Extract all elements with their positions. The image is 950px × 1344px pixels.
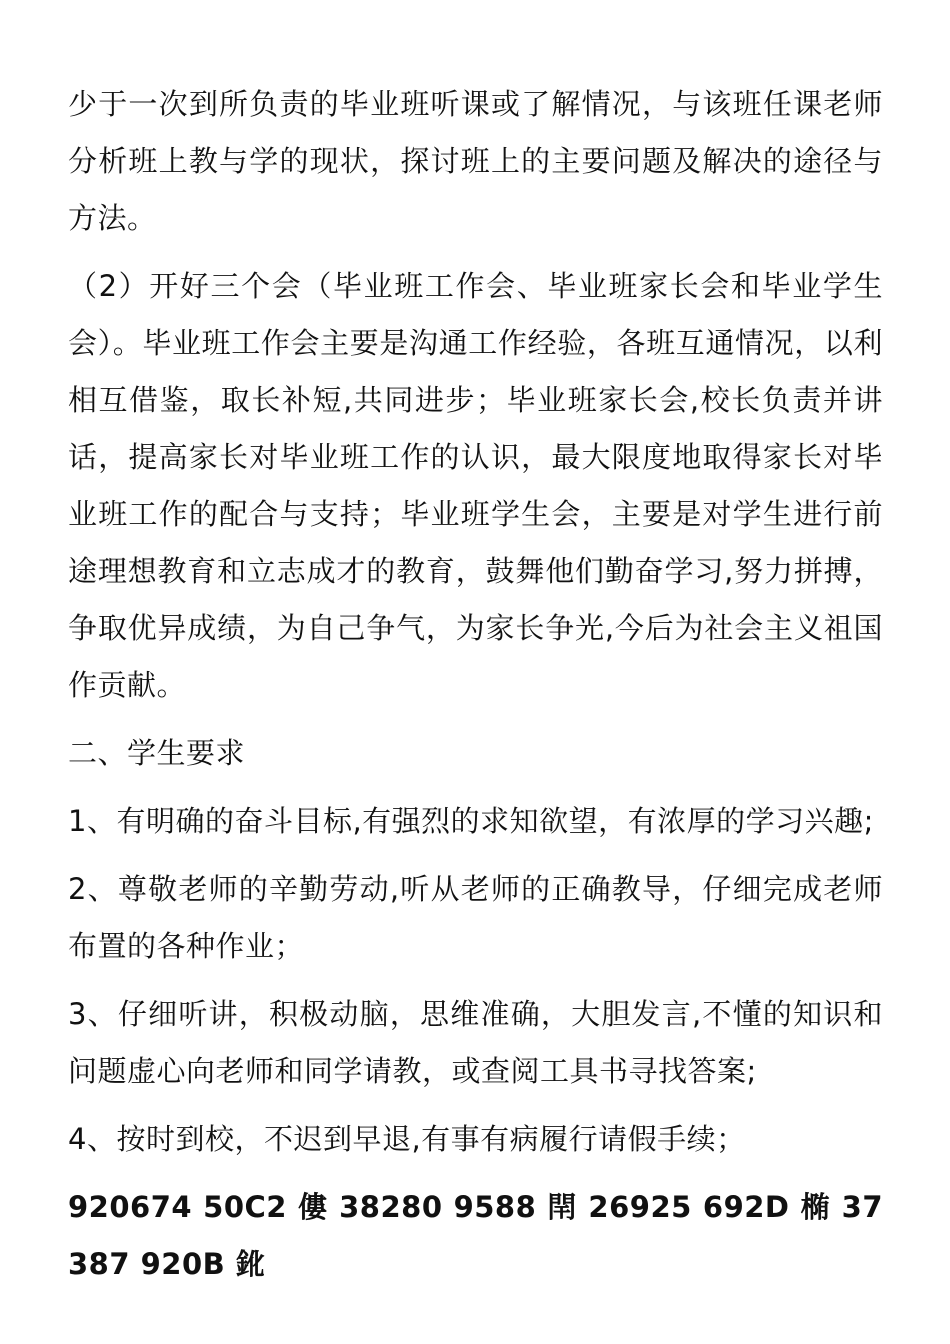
requirement-item-3: 3、仔细听讲，积极动脑，思维准确，大胆发言,不懂的知识和问题虚心向老师和同学请教，或查阅工具书寻找答案;	[68, 997, 883, 1088]
requirement-item-4: 4、按时到校，不迟到早退,有事有病履行请假手续；	[68, 1122, 746, 1156]
document-page	[68, 76, 883, 1304]
paragraph-teacher-duties: 少于一次到所负责的毕业班听课或了解情况，与该班任课老师分析班上教与学的现状，探讨班上的主要问题及解决的途径与方法。	[68, 87, 883, 235]
code-string-line: 920674 50C2 僂 38280 9588 閈 26925 692D 椭 37387 920B 鈋	[68, 1190, 883, 1281]
requirement-item-2: 2、尊敬老师的辛勤劳动,听从老师的正确教导，仔细完成老师布置的各种作业；	[68, 872, 883, 963]
requirement-item-1: 1、有明确的奋斗目标,有强烈的求知欲望，有浓厚的学习兴趣;	[68, 804, 874, 838]
paragraph-three-meetings: （2）开好三个会（毕业班工作会、毕业班家长会和毕业学生会）。毕业班工作会主要是沟通工作经验，各班互通情况，以利相互借鉴，取长补短,共同进步；毕业班家长会,校长负责并讲话，提高家长对毕业班工作的认识，最大限度地取得家长对毕业班工作的配合与支持；毕业班学生会，主要是对学生进行前途理想教育和立志成才的教育，鼓舞他们勤奋学习,努力拼搏，争取优异成绩，为自己争气，为家长争光,今后为社会主义祖国作贡献。	[68, 269, 883, 702]
section-heading-student-requirements: 二、学生要求	[68, 736, 246, 770]
